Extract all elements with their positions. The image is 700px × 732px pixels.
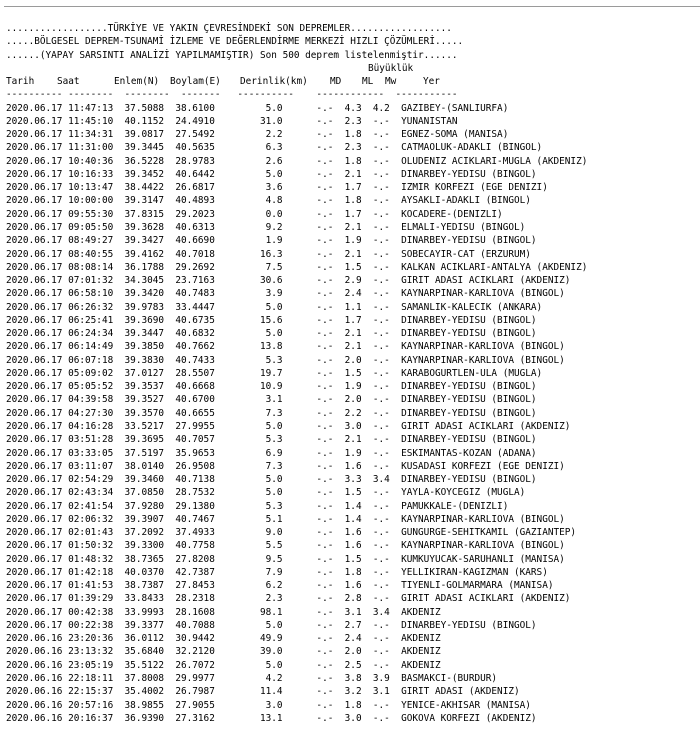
quake-row: 2020.06.17 11:34:31 39.0817 27.5492 2.2 -.- 1.8 -.- EGNEZ-SOMA (MANISA) bbox=[6, 129, 509, 141]
magnitude-title: Büyüklük bbox=[368, 62, 414, 74]
col-depth: Derinlik(km) bbox=[240, 76, 308, 88]
quake-row: 2020.06.17 10:16:33 39.3452 40.6442 5.0 -.- 2.1 -.- DINARBEY-YEDISU (BINGOL) bbox=[6, 168, 537, 180]
column-headers bbox=[6, 75, 587, 88]
header-note: ......(YAPAY SARSINTI ANALİZİ YAPILMAMIŞTIR) Son 500 deprem listelenmiştir...... bbox=[6, 49, 458, 61]
quake-row: 2020.06.17 01:39:29 33.8433 28.2318 2.3 -.- 2.8 -.- GIRIT ADASI ACIKLARI (AKDENIZ) bbox=[6, 593, 571, 605]
earthquake-list bbox=[6, 22, 587, 725]
quake-row: 2020.06.17 10:13:47 38.4422 26.6817 3.6 -.- 1.7 -.- IZMIR KORFEZI (EGE DENIZI) bbox=[6, 182, 548, 194]
quake-row: 2020.06.17 02:43:34 37.0850 28.7532 5.0 -.- 1.5 -.- YAYLA-KOYCEGIZ (MUGLA) bbox=[6, 487, 526, 499]
quake-row: 2020.06.16 20:57:16 38.9855 27.9055 3.0 -.- 1.8 -.- YENICE-AKHISAR (MANISA) bbox=[6, 699, 531, 711]
top-rule bbox=[0, 0, 700, 8]
quake-row: 2020.06.17 06:07:18 39.3830 40.7433 5.3 -.- 2.0 -.- KAYNARPINAR-KARLIOVA (BINGOL) bbox=[6, 354, 565, 366]
quake-row: 2020.06.17 02:41:54 37.9280 29.1380 5.3 -.- 1.4 -.- PAMUKKALE-(DENIZLI) bbox=[6, 500, 509, 512]
quake-row: 2020.06.17 05:09:02 37.0127 28.5507 19.7 -.- 1.5 -.- KARABOGURTLEN-ULA (MUGLA) bbox=[6, 367, 543, 379]
col-mw: Mw bbox=[385, 76, 397, 88]
quake-row: 2020.06.17 02:06:32 39.3907 40.7467 5.1 -.- 1.4 -.- KAYNARPINAR-KARLIOVA (BINGOL) bbox=[6, 513, 565, 525]
quake-row: 2020.06.16 22:18:11 37.8008 29.9977 4.2 -.- 3.8 3.9 BASMAKCI-(BURDUR) bbox=[6, 673, 498, 685]
quake-row: 2020.06.16 23:05:19 35.5122 26.7072 5.0 -.- 2.5 -.- AKDENIZ bbox=[6, 659, 441, 671]
header-subtitle: .....BÖLGESEL DEPREM-TSUNAMİ İZLEME VE DEĞERLENDİRME MERKEZİ HIZLI ÇÖZÜMLERİ..... bbox=[6, 36, 464, 48]
quake-row: 2020.06.17 03:51:28 39.3695 40.7057 5.3 -.- 2.1 -.- DINARBEY-YEDISU (BINGOL) bbox=[6, 434, 537, 446]
quake-row: 2020.06.17 01:48:32 38.7365 27.8208 9.5 -.- 1.5 -.- KUMKUYUCAK-SARUHANLI (MANISA) bbox=[6, 553, 565, 565]
quake-row: 2020.06.17 04:39:58 39.3527 40.6700 3.1 -.- 2.0 -.- DINARBEY-YEDISU (BINGOL) bbox=[6, 394, 537, 406]
quake-rows bbox=[6, 102, 587, 725]
quake-row: 2020.06.17 00:22:38 39.3377 40.7088 5.0 -.- 2.7 -.- DINARBEY-YEDISU (BINGOL) bbox=[6, 619, 537, 631]
quake-row: 2020.06.17 01:50:32 39.3300 40.7758 5.5 -.- 1.6 -.- KAYNARPINAR-KARLIOVA (BINGOL) bbox=[6, 540, 565, 552]
col-location: Yer bbox=[423, 76, 440, 88]
col-ml: ML bbox=[362, 76, 374, 88]
col-date: Tarih bbox=[6, 76, 35, 88]
quake-row: 2020.06.17 09:05:50 39.3628 40.6313 9.2 -.- 2.1 -.- ELMALI-YEDISU (BINGOL) bbox=[6, 221, 526, 233]
header-title: ..................TÜRKİYE VE YAKIN ÇEVRESİNDEKİ SON DEPREMLER.................. bbox=[6, 23, 452, 34]
quake-row: 2020.06.17 11:47:13 37.5088 38.6100 5.0 -.- 4.3 4.2 GAZIBEY-(SANLIURFA) bbox=[6, 102, 509, 114]
quake-row: 2020.06.17 02:01:43 37.2092 37.4933 9.0 -.- 1.6 -.- GUNGURGE-SEHITKAMIL (GAZIANTEP) bbox=[6, 527, 577, 539]
quake-row: 2020.06.17 08:08:14 36.1788 29.2692 7.5 -.- 1.5 -.- KALKAN ACIKLARI-ANTALYA (AKDENIZ) bbox=[6, 261, 588, 273]
quake-row: 2020.06.17 02:54:29 39.3460 40.7138 5.0 -.- 3.3 3.4 DINARBEY-YEDISU (BINGOL) bbox=[6, 474, 537, 486]
quake-row: 2020.06.16 23:13:32 35.6840 32.2120 39.0 -.- 2.0 -.- AKDENIZ bbox=[6, 646, 441, 658]
quake-row: 2020.06.16 23:20:36 36.0112 30.9442 49.9 -.- 2.4 -.- AKDENIZ bbox=[6, 633, 441, 645]
quake-row: 2020.06.17 09:55:30 37.8315 29.2023 0.0 -.- 1.7 -.- KOCADERE-(DENIZLI) bbox=[6, 208, 503, 220]
col-lon: Boylam(E) bbox=[170, 76, 221, 88]
col-lat: Enlem(N) bbox=[114, 76, 160, 88]
quake-row: 2020.06.17 04:27:30 39.3570 40.6655 7.3 -.- 2.2 -.- DINARBEY-YEDISU (BINGOL) bbox=[6, 407, 537, 419]
quake-row: 2020.06.17 10:40:36 36.5228 28.9783 2.6 -.- 1.8 -.- OLUDENIZ ACIKLARI-MUGLA (AKDENIZ) bbox=[6, 155, 588, 167]
header-underline: ---------- -------- -------- ------- ---------- ------------ ----------- bbox=[6, 89, 458, 101]
quake-row: 2020.06.17 06:14:49 39.3850 40.7662 13.8 -.- 2.1 -.- KAYNARPINAR-KARLIOVA (BINGOL) bbox=[6, 341, 565, 353]
quake-row: 2020.06.17 03:11:07 38.0140 26.9508 7.3 -.- 1.6 -.- KUSADASI KORFEZI (EGE DENIZI) bbox=[6, 460, 565, 472]
quake-row: 2020.06.17 08:40:55 39.4162 40.7018 16.3 -.- 2.1 -.- SOBECAYIR-CAT (ERZURUM) bbox=[6, 248, 531, 260]
quake-row: 2020.06.17 06:26:32 39.9783 33.4447 5.0 -.- 1.1 -.- SAMANLIK-KALECIK (ANKARA) bbox=[6, 301, 543, 313]
quake-row: 2020.06.17 03:33:05 37.5197 35.9653 6.9 -.- 1.9 -.- ESKIMANTAS-KOZAN (ADANA) bbox=[6, 447, 537, 459]
quake-row: 2020.06.17 04:16:28 33.5217 27.9955 5.0 -.- 3.0 -.- GIRIT ADASI ACIKLARI (AKDENIZ) bbox=[6, 420, 571, 432]
col-time: Saat bbox=[57, 76, 80, 88]
quake-row: 2020.06.17 07:01:32 34.3045 23.7163 30.6 -.- 2.9 -.- GIRIT ADASI ACIKLARI (AKDENIZ) bbox=[6, 275, 571, 287]
quake-row: 2020.06.17 06:25:41 39.3690 40.6735 15.6 -.- 1.7 -.- DINARBEY-YEDISU (BINGOL) bbox=[6, 314, 537, 326]
quake-row: 2020.06.17 10:00:00 39.3147 40.4893 4.8 -.- 1.8 -.- AYSAKLI-ADAKLI (BINGOL) bbox=[6, 195, 531, 207]
quake-row: 2020.06.17 00:42:38 33.9993 28.1608 98.1 -.- 3.1 3.4 AKDENIZ bbox=[6, 606, 441, 618]
quake-row: 2020.06.16 22:15:37 35.4002 26.7987 11.4 -.- 3.2 3.1 GIRIT ADASI (AKDENIZ) bbox=[6, 686, 520, 698]
quake-row: 2020.06.17 11:31:00 39.3445 40.5635 6.3 -.- 2.3 -.- CATMAOLUK-ADAKLI (BINGOL) bbox=[6, 142, 543, 154]
quake-row: 2020.06.17 08:49:27 39.3427 40.6690 1.9 -.- 1.9 -.- DINARBEY-YEDISU (BINGOL) bbox=[6, 235, 537, 247]
quake-row: 2020.06.17 05:05:52 39.3537 40.6668 10.9 -.- 1.9 -.- DINARBEY-YEDISU (BINGOL) bbox=[6, 381, 537, 393]
magnitude-group-header bbox=[6, 62, 587, 75]
col-md: MD bbox=[330, 76, 342, 88]
quake-row: 2020.06.17 01:41:53 38.7387 27.8453 6.2 -.- 1.6 -.- TIYENLI-GOLMARMARA (MANISA) bbox=[6, 580, 554, 592]
quake-row: 2020.06.16 20:16:37 36.9390 27.3162 13.1 -.- 3.0 -.- GOKOVA KORFEZI (AKDENIZ) bbox=[6, 712, 537, 724]
quake-row: 2020.06.17 11:45:10 40.1152 24.4910 31.0 -.- 2.3 -.- YUNANISTAN bbox=[6, 115, 458, 127]
quake-row: 2020.06.17 01:42:18 40.0370 42.7387 7.9 -.- 1.8 -.- YELLIKIRAN-KAGIZMAN (KARS) bbox=[6, 566, 548, 578]
quake-row: 2020.06.17 06:24:34 39.3447 40.6832 5.0 -.- 2.1 -.- DINARBEY-YEDISU (BINGOL) bbox=[6, 328, 537, 340]
quake-row: 2020.06.17 06:58:10 39.3420 40.7483 3.9 -.- 2.4 -.- KAYNARPINAR-KARLIOVA (BINGOL) bbox=[6, 288, 565, 300]
